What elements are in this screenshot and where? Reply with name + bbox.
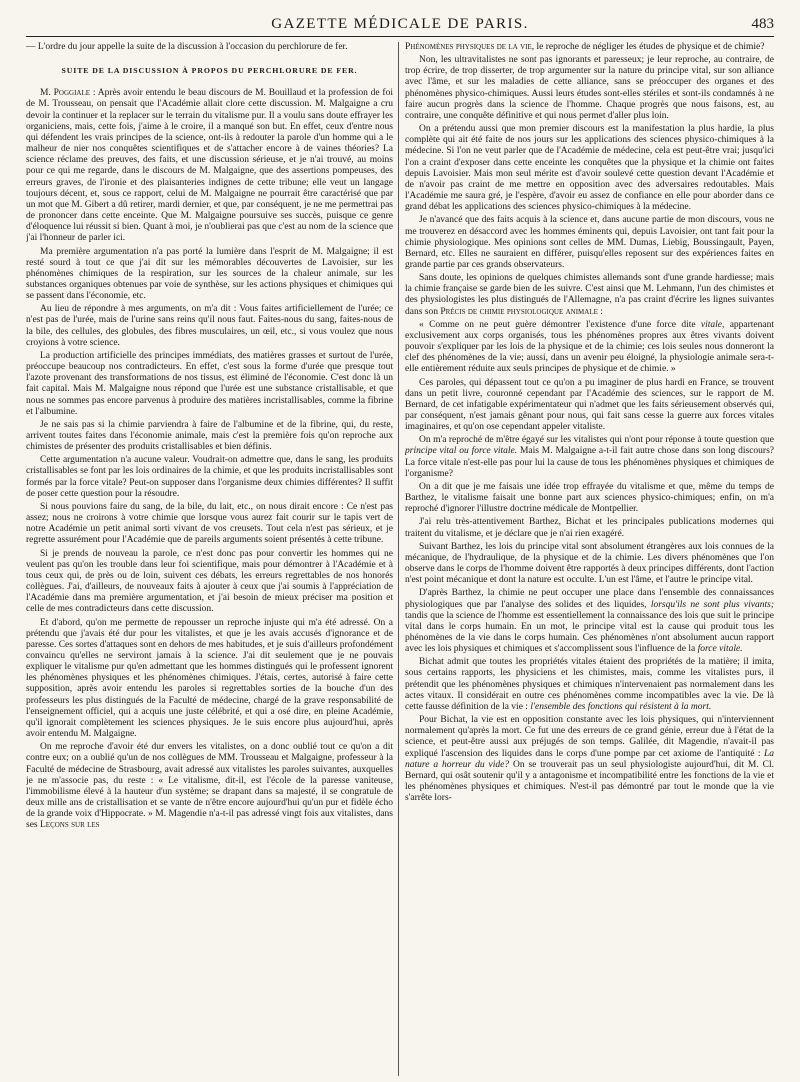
- book-title: Phénomènes physiques de la vie,: [405, 42, 535, 52]
- paragraph-text: tandis que la science de l'homme est essentiellement la connaissance des lois que suit le principe vital dans le corps humain. En un mot, le principe vital est la cause qui produit tous les phénomènes de la vie dans le corps humain. Ces phénomènes n'ont absolument aucun rapport avec les lois physiques et chimiques et s'accomplissent sous l'influence de la: [405, 610, 774, 655]
- right-column: [405, 42, 774, 1076]
- paragraph-text: le reproche de négliger les études de physique et de chimie?: [534, 42, 765, 52]
- quote-text: appartenant exclusivement aux corps organisés, tous les phénomènes propres aux êtres vivants doivent pouvoir s'expliquer par les lois de la physique et de la chimie; ces lois seules nous donneront la clef des phénomènes de la vie; aussi, dans un avenir peu éloigné, la physiologie animale sera-t-elle entièrement réduite aux seuls principes de physique et de chimie. »: [405, 319, 774, 375]
- paragraph: Et d'abord, qu'on me permette de repousser un reproche injuste qui m'a été adressé. On a prétendu que j'avais été dur pour les vitalistes, et que je les avais accusés d'ignorance et de paresse. Ces sortes d'attaques sont en dehors de mes habitudes, et je suis d'ailleurs profondément convaincu qu'elles ne serviront jamais à la science. J'ai dit seulement que je ne pouvais expliquer le vitalisme pur qu'en admettant que les hommes distingués qui le professent ignorent les phénomènes physiques et les phénomènes chimiques. J'étais, certes, autorisé à faire cette supposition, après avoir entendu les paroles si regrettables sorties de la bouche d'un des professeurs les plus distingués de la Faculté de médecine, chargé de la grave responsabilité de l'enseignement officiel, qui a acquis une juste célébrité, et qui a osé dire, en pleine Académie, qu'il ignorait complètement les sciences physiques. Je le suis encore plus aujourd'hui, après avoir entendu M. Malgaigne.: [26, 617, 393, 740]
- paragraph: [26, 742, 393, 831]
- paragraph: La production artificielle des principes immédiats, des matières grasses et surtout de l'urée, préoccupe beaucoup nos contradicteurs. En effet, c'est sous la forme d'urée que presque tout l'azote provenant des transformations de nos tissus, est éliminé de l'économie. C'est donc là un fait capital. Mais M. Malgaigne nous répond que l'urée est une substance cristallisable, et que nous ne sommes pas encore parvenus à produire des matières incristallisables, comme la fibrine et l'albumine.: [26, 350, 393, 417]
- paragraph: On a prétendu aussi que mon premier discours est la manifestation la plus hardie, la plus complète qui ait été faite de nos jours sur les applications des sciences physico-chimiques à la médecine. Si l'on ne veut parler que de l'Académie de médecine, cela est peut-être vrai; jusqu'ici l'on a craint d'exposer dans cette enceinte les conquêtes que la physique et la chimie ont faites depuis Lavoisier. Mais mon seul mérite est d'avoir soulevé cette question devant l'Académie et de n'avoir pas craint de me mettre en opposition avec des adversaires redoutables. Mais l'Académie me saura gré, je l'espère, d'avoir eu assez de confiance en elle pour aborder dans ce grand débat les applications des sciences physico-chimiques à la médecine.: [405, 124, 774, 213]
- paragraph-text: Pour Bichat, la vie est en opposition constante avec les lois physiques, qui n'interviennent normalement qu'après la mort. Ce fut une des erreurs de ce grand génie, erreur due à l'état de la science, et peut-être aussi aux préjugés de son temps. Galilée, dit Magendie, n'avait-il pas expliqué l'ascension des liquides dans le corps d'une pompe par cet axiome de l'antiquité :: [405, 715, 774, 759]
- emphasis: lorsqu'ils ne sont plus vivants;: [650, 599, 774, 610]
- paragraph: [405, 715, 774, 804]
- paragraph-text: On se trouverait pas un seul physiologiste aujourd'hui, dit M. Cl. Bernard, qui osât soutenir qu'il y a antagonisme et incompatibilité entre les fonctions de la vie et les phénomènes physiques et chimiques. N'est-il pas démontré par tout le monde que la vie s'arrête lors-: [405, 759, 774, 804]
- paragraph: [405, 435, 774, 480]
- paragraph-text: On m'a reproché de m'être égayé sur les vitalistes qui n'ont pour réponse à toute question que: [419, 435, 774, 446]
- paragraph: Suivant Barthez, les lois du principe vital sont absolument étrangères aux lois connues de la mécanique, de l'hydraulique, de la physique et de la chimie. Les divers phénomènes que l'on observe dans le corps de l'homme doivent être rapportés à deux principes différents, dont l'action n'est point mécanique et dont la nature est occulte. L'un est l'âme, et l'autre le principe vital.: [405, 541, 774, 586]
- paragraph: [405, 588, 774, 655]
- paragraph: [405, 657, 774, 713]
- book-title: Leçons sur les: [40, 820, 100, 831]
- emphasis: principe vital ou force vitale.: [405, 446, 518, 457]
- emphasis: force vitale.: [697, 644, 743, 655]
- speaker-name: M. Poggiale :: [40, 88, 96, 99]
- paragraph: Si nous pouvions faire du sang, de la bile, du lait, etc., on nous dirait encore : Ce n'est pas assez; nous ne croirons à votre chimie que lorsque vous aurez fait courir sur le tapis vert de notre Académie un petit animal sorti vivant de vos creusets. Tout cela n'est pas sérieux, et je regrette assurément pour l'Académie que de pareils arguments soient présentés à cette tribune.: [26, 501, 393, 546]
- paragraph: Cette argumentation n'a aucune valeur. Voudrait-on admettre que, dans le sang, les produits cristallisables se font par les lois ordinaires de la chimie, et que les produits incristallisables sont formés par la force vitale? Peut-on supposer dans l'organisme deux chimies différentes? Il suffit de poser cette question pour la résoudre.: [26, 455, 393, 499]
- paragraph: [405, 273, 774, 318]
- paragraph: Je ne sais pas si la chimie parviendra à faire de l'albumine et de la fibrine, qui, du reste, arrivent toutes faites dans l'économie animale, mais c'est la première fois qu'on reproche aux chimistes de présenter des produits cristallisables et bien définis.: [26, 419, 393, 453]
- paragraph: Je n'avancé que des faits acquis à la science et, dans aucune partie de mon discours, vous ne me trouverez en désaccord avec les hommes éminents qui, depuis Lavoisier, ont tant fait pour la chimie physiologique. Mes opinions sont celles de MM. Dumas, Liebig, Boussingault, Payen, Bernard, etc. Elles ne sauraient en différer, puisqu'elles reposent sur des expériences faites en grande partie par ces grands observateurs.: [405, 215, 774, 270]
- paragraph: J'ai relu très-attentivement Barthez, Bichat et les principales publications modernes qui traitent du vitalisme, et je déclare que je n'ai rien exagéré.: [405, 517, 774, 539]
- paragraph-text: Bichat admit que toutes les propriétés vitales étaient des propriétés de la matière; il imita, sous certains rapports, les physiciens et les chimistes, mais, comme les vitalistes purs, il prétendit que les phénomènes physiques et chimiques n'intervenaient pas normalement dans les actes vitaux. Il considérait en outre ces phénomènes comme incompatibles avec la vie. De là cette fausse définition de la vie :: [405, 657, 774, 712]
- header-rule: [26, 36, 774, 37]
- paragraph: Non, les ultravitalistes ne sont pas ignorants et paresseux; je leur reproche, au contraire, de trop écrire, de trop disserter, de trop argumenter sur la nature du principe vital, sur son alliance avec l'âme, et sur les maladies de cette alliance, sans se préoccuper des organes et des phénomènes physico-chimiques. Aussi leurs études sont-elles stériles et sont-ils condamnés à ne faire aucun progrès dans la science de l'homme. Chaque progrès que nous faisons, est, au contraire, une conquête définitive et qui nous permet d'aller plus loin.: [405, 55, 774, 121]
- paragraph: Ces paroles, qui dépassent tout ce qu'on a pu imaginer de plus hardi en France, se trouvent dans un petit livre, couronné cependant par l'Académie des sciences, sur le rapport de M. Bernard, de cet infatigable expérimentateur qui n'admet que les faits sérieusement observés qui, par conséquent, n'est jamais gênant pour nous, qui fait sans cesse la guerre aux forces vitales imaginaires, et qu'on ose cependant appeler vitaliste.: [405, 377, 774, 433]
- paragraph-text: Sans doute, les opinions de quelques chimistes allemands sont d'une grande hardiesse; mais la chimie française se garde bien de les suivre. C'est ainsi que M. Lehmann, l'un des chimistes et des physiologistes les plus distingués de l'Allemagne, n'a pas craint d'écrire les lignes suivantes dans son: [405, 273, 774, 317]
- paragraph-text: Après avoir entendu le beau discours de M. Bouillaud et la profession de foi de M. Trousseau, on pensait que l'Académie allait clore cette discussion. M. Malgaigne a cru devoir la continuer et la replacer sur le terrain du vitalisme pur. Il a voulu sans doute effrayer les organiciens, mais, cette fois, j'aime à le croire, il a manqué son but. En effet, ceux d'entre nous qui défendent les vrais principes de la science, ont-ils à redouter la parole d'un homme qui a le malheur de nier nos conquêtes scientifiques et de s'attacher encore à de vaines théories? La science réclame des preuves, des faits, et une discussion sérieuse, et je n'ai trouvé, au moins pour ce qui me regarde, dans le discours de M. Malgaigne, que des assertions pompeuses, des erreurs graves, de l'ironie et des plaisanteries indignes de cette tribune; elle veut un langage toujours décent, et, sous ce rapport, celui de M. Malgaigne ne pourrait être caractérisé que par un mot que M. Gibert a dû retirer, mardi dernier, et que, par conséquent, je ne me permettrai pas de prononcer dans cette enceinte. Que M. Malgaigne poursuive ses succès, puisque ce genre d'éloquence lui réussit si bien. Quant à moi, je n'oublierai pas que c'est au nom de la science que j'ai l'honneur de parler ici.: [26, 88, 393, 244]
- column-divider: [398, 42, 399, 1076]
- paragraph: Si je prends de nouveau la parole, ce n'est donc pas pour convertir les hommes qui ne veulent pas qu'on les trouble dans leur foi scientifique, mais pour démontrer à l'Académie et à tous ceux qui, de près ou de loin, suivent ces débats, les erreurs regrettables de nos honorés collègues. J'ai, d'ailleurs, de nouveaux faits à ajouter à ceux que j'ai soumis à l'appréciation de l'Académie dans ma première argumentation, et j'ai besoin de mieux préciser ma position et celle de mes contradicteurs dans cette discussion.: [26, 548, 393, 615]
- paragraph-text: D'après Barthez, la chimie ne peut occuper une place dans l'ensemble des connaissances physiologiques que par l'analyse des solides et des liquides,: [405, 588, 774, 610]
- paragraph: Au lieu de répondre à mes arguments, on m'a dit : Vous faites artificiellement de l'urée; ce n'est pas de l'urée, mais de l'urine sans reins qu'il nous faut. Faites-nous du sang, faites-nous de la bile, des cellules, des globules, des fibres musculaires, un œil, etc., si vous voulez que nous croyions à votre science.: [26, 304, 393, 348]
- paragraph: On a dit que je me faisais une idée trop effrayée du vitalisme et que, même du temps de Barthez, le vitalisme faisait une bonne part aux sciences physico-chimiques; enfin, on m'a reproché d'ignorer l'illustre doctrine médicale de Montpellier.: [405, 481, 774, 515]
- book-title: Précis de chimie physiologique animale :: [440, 306, 603, 317]
- quotation: [405, 320, 774, 376]
- paragraph: Ma première argumentation n'a pas porté la lumière dans l'esprit de M. Malgaigne; il est resté sourd à tout ce que j'ai dit sur les mémorables découvertes de Lavoisier, sur les phénomènes chimiques de la respiration, sur les sources de la chaleur animale, sur les substances organiques obtenues par voie de synthèse, sur les actions physiques et chimiques qui se passent dans l'économie, etc.: [26, 246, 393, 302]
- emphasis: l'ensemble des fonctions qui résistent à la mort.: [530, 701, 712, 712]
- running-head: [26, 16, 774, 36]
- quote-text: « Comme on ne peut guère démontrer l'existence d'une force dite: [419, 319, 701, 330]
- section-title: SUITE DE LA DISCUSSION À PROPOS DU PERCHLORURE DE FER.: [61, 66, 358, 76]
- agenda-note: — L'ordre du jour appelle la suite de la discussion à l'occasion du perchlorure de fer.: [26, 42, 348, 52]
- paragraph: [405, 42, 774, 53]
- emphasis: La nature a horreur du vide?: [405, 748, 774, 770]
- paragraph: [26, 88, 393, 244]
- left-column: [26, 42, 393, 1076]
- paragraph-text: On me reproche d'avoir été dur envers les vitalistes, on a donc oublié tout ce qu'on a dit contre eux; on a oublié qu'un de nos collègues de MM. Trousseau et Malgaigne, professeur à la Faculté de médecine de Strasbourg, avait adressé aux vitalistes les paroles suivantes, auxquelles je ne m'associe pas, du reste : « Le vitalisme, dit-il, est l'école de la paresse vaniteuse, l'immobilisme élevé à la hauteur d'un système; se drapant dans sa majesté, il se congratule de deux mille ans de cristallisation et se vante de n'être encore aujourd'hui qu'un pur et fidèle écho de la grande voix d'Hippocrate. » M. Magendie n'a-t-il pas adressé vingt fois aux vitalistes, dans ses: [26, 742, 393, 831]
- journal-title: GAZETTE MÉDICALE DE PARIS.: [271, 16, 529, 32]
- quote-emphasis: vitale,: [700, 319, 725, 330]
- paragraph-text: Mais M. Malgaigne a-t-il fait autre chose dans son long discours? La force vitale n'est-elle pas pour lui la cause de tous les phénomènes physiques et chimiques de l'organisme?: [405, 446, 774, 479]
- page-number: 483: [751, 16, 774, 32]
